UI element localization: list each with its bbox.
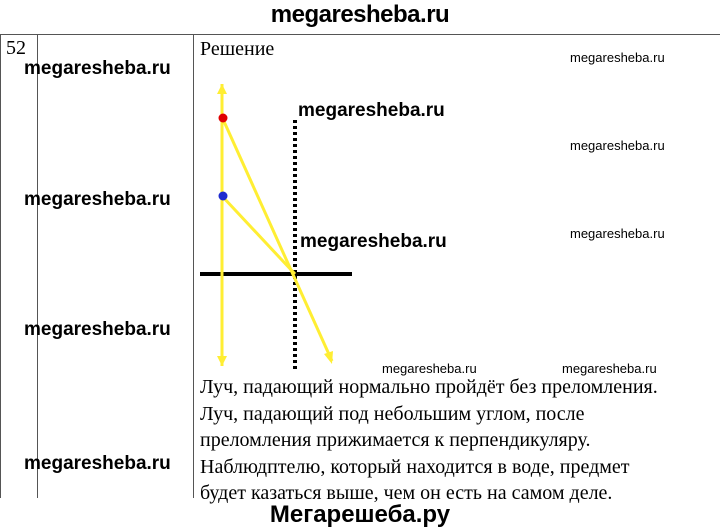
content-column-divider xyxy=(193,34,194,498)
watermark-small: megaresheba.ru xyxy=(382,361,477,376)
watermark-small: megaresheba.ru xyxy=(570,138,665,153)
problem-table xyxy=(0,34,720,504)
solution-title: Решение xyxy=(200,38,275,60)
header-watermark: megaresheba.ru xyxy=(270,1,450,28)
solution-line: Луч, падающий нормально пройдёт без преломления. xyxy=(200,376,658,398)
solution-text xyxy=(200,374,715,507)
table-top-border xyxy=(0,34,720,35)
refraction-diagram xyxy=(196,84,366,372)
watermark: megaresheba.ru xyxy=(24,319,171,340)
problem-number: 52 xyxy=(6,37,26,59)
watermark: megaresheba.ru xyxy=(24,58,171,79)
watermark-small: megaresheba.ru xyxy=(570,50,665,65)
watermark: megaresheba.ru xyxy=(24,453,171,474)
refracted-ray-arrow xyxy=(324,351,333,364)
apparent-image-point xyxy=(219,192,228,201)
real-object-point xyxy=(219,114,228,123)
watermark-small: megaresheba.ru xyxy=(562,361,657,376)
watermark-small: megaresheba.ru xyxy=(570,226,665,241)
solution-line: Наблюдптелю, который находится в воде, предмет xyxy=(200,455,630,478)
footer-watermark: Мегарешеба.ру xyxy=(269,501,451,528)
ray-arrow-down xyxy=(217,356,227,366)
watermark: megaresheba.ru xyxy=(298,100,445,121)
watermark: megaresheba.ru xyxy=(24,189,171,210)
table-left-border xyxy=(0,34,1,498)
watermark: megaresheba.ru xyxy=(300,231,447,252)
solution-line: Луч, падающий под небольшим углом, после xyxy=(200,402,585,425)
ray-arrow-up xyxy=(217,84,227,94)
solution-line: будет казаться выше, чем он есть на самом деле. xyxy=(200,482,613,504)
apparent-ray-line xyxy=(222,196,295,274)
solution-line: преломления прижимается к перпендикуляру. xyxy=(200,429,591,451)
number-column-divider xyxy=(37,34,38,498)
